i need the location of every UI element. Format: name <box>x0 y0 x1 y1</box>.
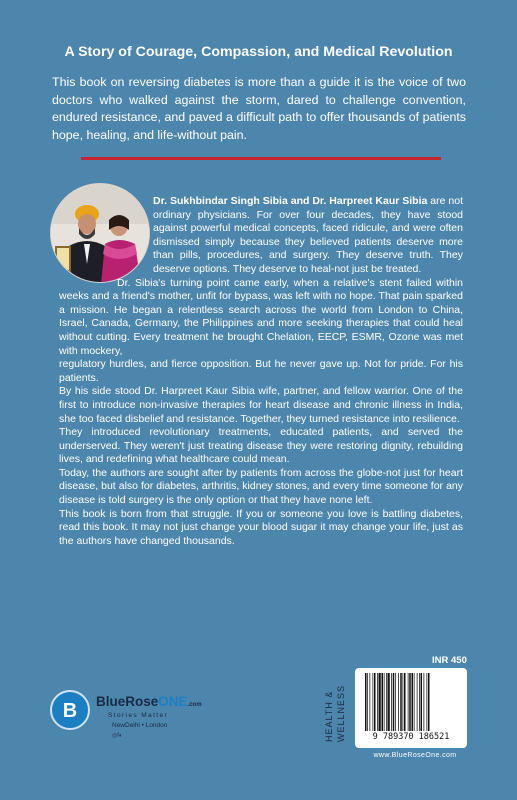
treatments-paragraph: They introduced revolutionary treatments, educated patients, and served the underserved. They weren't just treating disease they were restoring dignity, rebuilding lives, and redefining what healthcare could mean. <box>59 426 463 466</box>
red-divider <box>81 157 441 160</box>
price-label: INR 450 <box>432 655 467 666</box>
barcode-bar <box>373 673 374 731</box>
barcode-bar <box>370 673 371 731</box>
barcode-bar <box>421 673 423 731</box>
barcode-bar <box>374 673 376 731</box>
publisher-logo <box>50 690 240 746</box>
publisher-name: BlueRoseONE.com <box>96 694 202 709</box>
svg-text:B: B <box>62 700 78 722</box>
barcode-bar <box>384 673 385 731</box>
authors-names: Dr. Sukhbindar Singh Sibia and Dr. Harpreet Kaur Sibia <box>153 195 428 207</box>
wife-paragraph: By his side stood Dr. Harpreet Kaur Sibia wife, partner, and fellow warrior. One of the first to introduce non-invasive therapies for heart disease and chronic illness in India, she too faced disbelief and resistance. Together, they turned resistance into resilience. <box>59 385 463 425</box>
barcode-bar <box>414 673 415 731</box>
turning-point-paragraph: Dr. Sibia's turning point came early, when a relative's stent failed within weeks and a friend's mother, unfit for bypass, was left with no hope. That pain sparked a mission. He began a relentless search across the world from London to China, Israel, Canada, Germany, the Philippines and more seeking therapies that could heal without cutting. Every treatment he brought Chelation, EECP, ESMR, Ozone was met with mockery, <box>59 276 463 357</box>
barcode-bar <box>412 673 414 731</box>
barcode-bar <box>417 673 418 731</box>
hurdles-paragraph: regulatory hurdles, and fierce opposition. But he never gave up. Not for pride. For his patients. <box>59 358 463 384</box>
barcode-bar <box>391 673 392 731</box>
genre-line-2: WELLNESS <box>336 684 346 742</box>
barcode-bar <box>398 673 399 731</box>
barcode-bar <box>367 673 368 731</box>
publisher-slogan: Stories Matter <box>108 712 169 719</box>
isbn-number: 9 789370 186521 <box>372 732 450 742</box>
barcode-bar <box>377 673 378 731</box>
publisher-url: www.BlueRoseOne.com <box>373 752 457 759</box>
barcode-bar <box>388 673 390 731</box>
barcode-bar <box>424 673 425 731</box>
barcode-bar <box>379 673 381 731</box>
barcode-bar <box>404 673 406 731</box>
barcode-box <box>355 668 467 748</box>
genre-line-1: HEALTH & <box>324 690 334 742</box>
barcode-bar <box>427 673 428 731</box>
barcode-bar <box>403 673 404 731</box>
social-icons: ◎f◐ <box>112 733 123 739</box>
barcode-bar <box>365 673 367 731</box>
intro-paragraph: This book on reversing diabetes is more than a guide it is the voice of two doctors who walked against the storm, dared to challenge convention, endured resistance, and paved a difficult path to offer thousands of patients hope, healing, and life-without pain. <box>52 75 466 142</box>
tagline: A Story of Courage, Compassion, and Medical Revolution <box>64 44 453 60</box>
barcode-bar <box>393 673 395 731</box>
authors-description: are not ordinary physicians. For over four decades, they have stood against powerful medical concepts, faced ridicule, and were often dismissed simply because they believed patients deserve more than pills, procedures, and surgery. They deserve truth. They deserve options. They deserve to heal-not just be treated. <box>153 195 463 275</box>
genre-label <box>322 672 352 744</box>
barcode-bar <box>428 673 430 731</box>
today-paragraph: Today, the authors are sought after by patients from across the globe-not just for heart disease, but also for diabetes, arthritis, kidney stones, and every time someone for any disease is told surgery is the only option or that they have none left. <box>59 466 463 507</box>
barcode-bar <box>409 673 411 731</box>
barcode-bar <box>419 673 420 731</box>
body-copy <box>59 195 463 548</box>
barcode-bar <box>408 673 409 731</box>
barcode-bar <box>382 673 384 731</box>
barcode-bar <box>395 673 396 731</box>
publisher-logo-icon <box>50 690 90 730</box>
closing-paragraph: This book is born from that struggle. If you or someone you love is battling diabetes, read this book. It may not just change your blood sugar it may change your life, just as the authors have changed thousands. <box>59 507 463 547</box>
barcode-bar <box>386 673 387 731</box>
authors-intro <box>153 195 463 277</box>
barcode-bar <box>400 673 402 731</box>
publisher-cities: NewDelhi • London <box>112 722 168 729</box>
barcode-bars <box>365 673 457 731</box>
